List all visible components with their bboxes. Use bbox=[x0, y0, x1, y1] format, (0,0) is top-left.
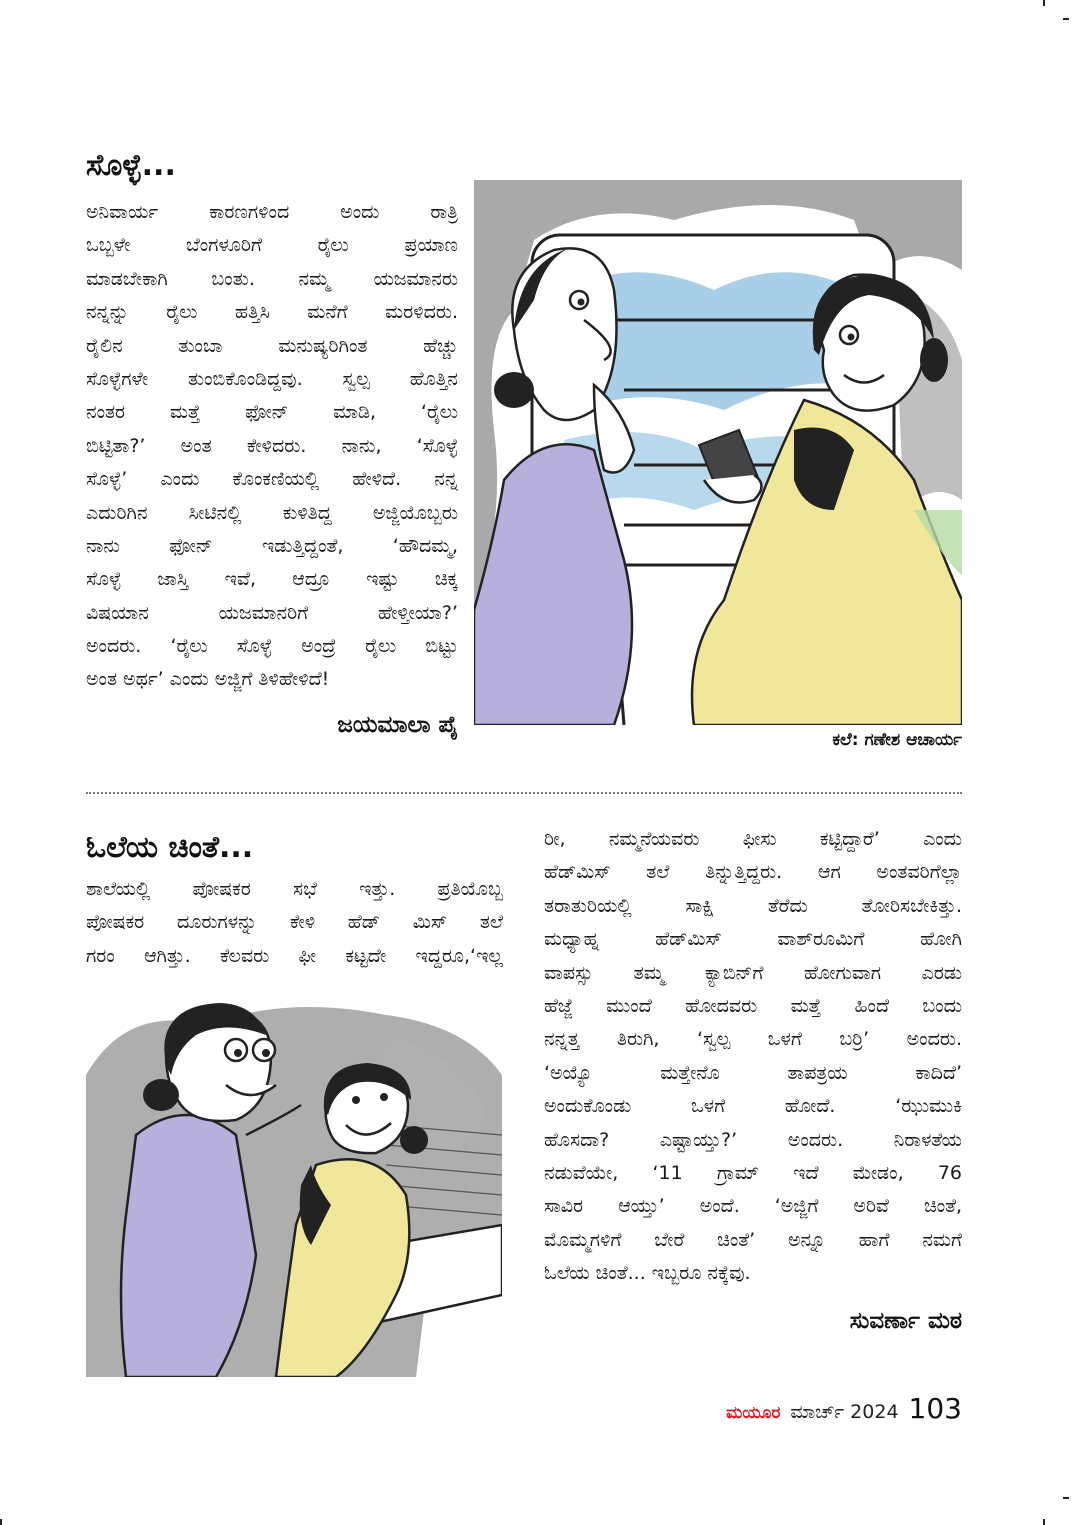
text-line: ವಿಷಯಾನ ಯಜಮಾನರಿಗೆ ಹೇಳ್ತೀಯಾ?’ bbox=[86, 601, 458, 624]
text-line: ಅನಿವಾರ್ಯ ಕಾರಣಗಳಿಂದ ಅಂದು ರಾತ್ರಿ bbox=[86, 201, 458, 223]
crop-mark bbox=[1043, 0, 1045, 6]
issue-date: ಮಾರ್ಚ್ 2024 bbox=[790, 1401, 899, 1423]
text-line: ಒಬ್ಬಳೇ ಬೆಂಗಳೂರಿಗೆ ರೈಲು ಪ್ರಯಾಣ bbox=[86, 234, 458, 257]
crop-mark bbox=[0, 1519, 2, 1525]
text-line: ಮಾಡಬೇಕಾಗಿ ಬಂತು. ನಮ್ಮ ಯಜಮಾನರು bbox=[86, 267, 458, 290]
text-line: ಓಲೆಯ ಚಿಂತೆ... ಇಬ್ಬರೂ ನಕ್ಕೆವು. bbox=[544, 1262, 751, 1285]
section-divider bbox=[86, 792, 962, 794]
crop-mark bbox=[1063, 18, 1069, 20]
text-line: ಎದುರಿಗಿನ ಸೀಟಿನಲ್ಲಿ ಕುಳಿತಿದ್ದ ಅಜ್ಜಿಯೊಬ್ಬರು bbox=[86, 501, 458, 524]
text-line: ಅಂತ ಅರ್ಥ’ ಎಂದು ಅಜ್ಜಿಗೆ ತಿಳಿಹೇಳಿದೆ! bbox=[86, 668, 330, 691]
text-line: ಶಾಲೆಯಲ್ಲಿ ಪೋಷಕರ ಸಭೆ ಇತ್ತು. ಪ್ರತಿಯೊಬ್ಬ bbox=[86, 878, 503, 900]
story-title: ಸೊಳ್ಳೆ... bbox=[86, 148, 176, 183]
text-line: ನಂತರ ಮತ್ತೆ ಫೋನ್ ಮಾಡಿ, ‘ರೈಲು bbox=[86, 401, 458, 424]
text-line: ಮೊಮ್ಮಗಳಿಗೆ ಬೇರೆ ಚಿಂತೆ’ ಅನ್ನೂ ಹಾಗೆ ನಮಗೆ bbox=[544, 1228, 962, 1251]
text-line: ಹೆಡ್‌ಮಿಸ್ ತಲೆ ತಿನ್ನುತ್ತಿದ್ದರು. ಆಗ ಅಂತವರಿಗೆಲ್ಲಾ bbox=[544, 861, 962, 884]
text-line: ಸೊಳ್ಳೆಗಳೇ ತುಂಬಿಕೊಂಡಿದ್ದವು. ಸ್ವಲ್ಪ ಹೊತ್ತಿನ bbox=[86, 367, 458, 390]
text-line: ನಾನು ಫೋನ್ ಇಡುತ್ತಿದ್ದಂತೆ, ‘ಹೌದಮ್ಮ, bbox=[86, 534, 458, 557]
page-footer bbox=[726, 1392, 962, 1425]
text-line: ಹೆಜ್ಜೆ ಮುಂದೆ ಹೋದವರು ಮತ್ತೆ ಹಿಂದೆ ಬಂದು bbox=[544, 994, 962, 1017]
story-body bbox=[86, 873, 503, 973]
text-line: ನಡುವೆಯೇ, ‘11 ಗ್ರಾಮ್ ಇದೆ ಮೇಡಂ, 76 bbox=[544, 1161, 962, 1184]
magazine-name: ಮಯೂರ bbox=[726, 1403, 781, 1423]
text-line: ‘ಅಯ್ಯೊ ಮತ್ತೇನೊ ತಾಪತ್ರಯ ಕಾದಿದೆ’ bbox=[544, 1061, 962, 1084]
crop-mark bbox=[1063, 1497, 1069, 1499]
text-line: ನನ್ನನ್ನು ರೈಲು ಹತ್ತಿಸಿ ಮನೆಗೆ ಮರಳಿದರು. bbox=[86, 301, 458, 324]
text-line: ಮಧ್ಯಾಹ್ನ ಹೆಡ್‌ಮಿಸ್ ವಾಶ್‌ರೂಮಿಗೆ ಹೋಗಿ bbox=[544, 928, 962, 951]
text-line: ಸಾವಿರ ಆಯ್ತು’ ಅಂದೆ. ‘ಅಜ್ಜಿಗೆ ಅರಿವೆ ಚಿಂತೆ, bbox=[544, 1195, 962, 1218]
text-line: ರೈಲಿನ ತುಂಬಾ ಮನುಷ್ಯರಿಗಿಂತ ಹೆಚ್ಚು bbox=[86, 334, 458, 357]
text-line: ಪೋಷಕರ ದೂರುಗಳನ್ನು ಕೇಳಿ ಹೆಡ್ ಮಿಸ್ ತಲೆ bbox=[86, 911, 503, 934]
illustration-credit: ಕಲೆ: ಗಣೇಶ ಆಚಾರ್ಯ bbox=[832, 730, 962, 750]
text-line: ಬಿಟ್ಟಿತಾ?’ ಅಂತ ಕೇಳಿದರು. ನಾನು, ‘ಸೊಳ್ಳೆ bbox=[86, 434, 458, 457]
story-title: ಓಲೆಯ ಚಿಂತೆ... bbox=[86, 830, 254, 865]
crop-mark bbox=[1043, 1519, 1045, 1525]
story-author: ಜಯಮಾಲಾ ಪೈ bbox=[337, 712, 458, 738]
text-line: ಗರಂ ಆಗಿತ್ತು. ಕೆಲವರು ಫೀ ಕಟ್ಟದೇ ಇದ್ದರೂ,‘ಇಲ್ಲ bbox=[86, 944, 503, 967]
story-author: ಸುವರ್ಣಾ ಮಠ bbox=[849, 1308, 962, 1334]
story-body bbox=[86, 196, 458, 697]
text-line: ಸೊಳ್ಳೆ ಜಾಸ್ತಿ ಇವೆ, ಆದ್ರೂ ಇಷ್ಟು ಚಿಕ್ಕ bbox=[86, 568, 458, 591]
text-line: ತರಾತುರಿಯಲ್ಲಿ ಸಾಕ್ಷಿ ತೆರೆದು ತೋರಿಸಬೇಕಿತ್ತು. bbox=[544, 894, 962, 917]
text-line: ಅಂದುಕೊಂಡು ಒಳಗೆ ಹೋದೆ. ‘ಝುಮುಕಿ bbox=[544, 1095, 962, 1118]
text-line: ಸೊಳ್ಳೆ’ ಎಂದು ಕೊಂಕಣಿಯಲ್ಲಿ ಹೇಳಿದೆ. ನನ್ನ bbox=[86, 468, 458, 491]
text-line: ಹೊಸದಾ? ಎಷ್ಟಾಯ್ತು?’ ಅಂದರು. ನಿರಾಳತೆಯ bbox=[544, 1128, 962, 1151]
illustration-train-passengers bbox=[474, 180, 962, 725]
text-line: ಅಂದರು. ‘ರೈಲು ಸೊಳ್ಳೆ ಅಂದ್ರೆ ರೈಲು ಬಿಟ್ಟು bbox=[86, 635, 458, 658]
illustration-school-teachers bbox=[86, 995, 502, 1377]
illustration-drawing bbox=[86, 995, 502, 1377]
page-number: 103 bbox=[908, 1392, 962, 1425]
text-line: ನನ್ನತ್ತ ತಿರುಗಿ, ‘ಸ್ವಲ್ಪ ಒಳಗೆ ಬರ್ರಿ’ ಅಂದರು. bbox=[544, 1028, 962, 1051]
text-line: ವಾಪಸ್ಸು ತಮ್ಮ ಕ್ಯಾಬಿನ್‌ಗೆ ಹೋಗುವಾಗ ಎರಡು bbox=[544, 961, 962, 984]
story-body bbox=[544, 823, 962, 1290]
text-line: ರೀ, ನಮ್ಮನೆಯವರು ಫೀಸು ಕಟ್ಟಿದ್ದಾರೆ’ ಎಂದು bbox=[544, 828, 962, 850]
illustration-drawing bbox=[474, 180, 962, 725]
